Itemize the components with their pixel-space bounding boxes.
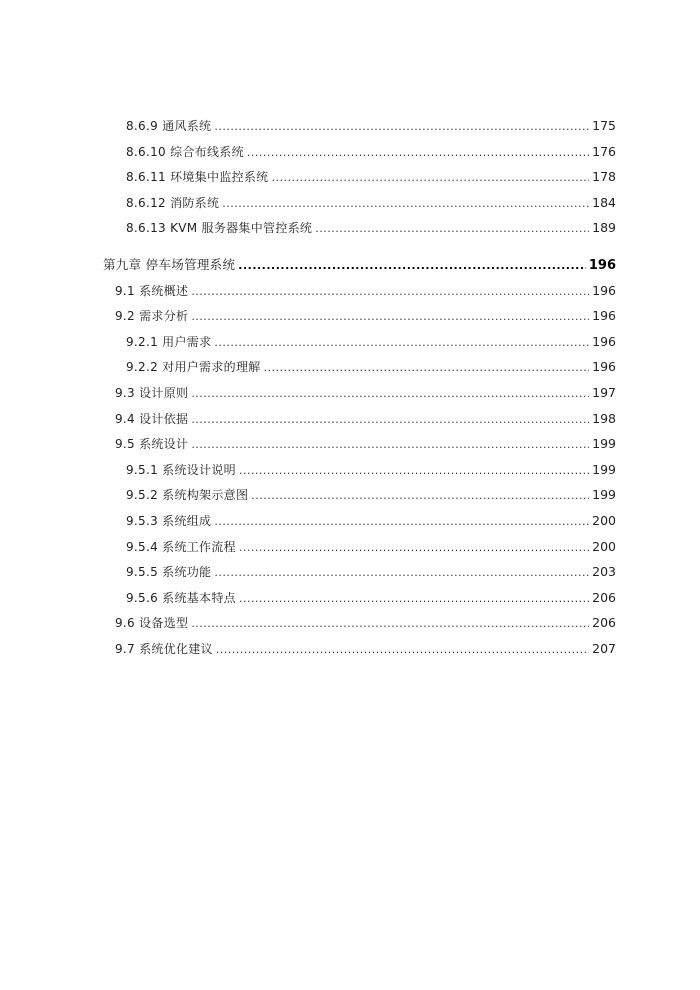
toc-leader-dots xyxy=(315,218,589,240)
toc-page-number: 199 xyxy=(592,461,616,477)
toc-page-number: 176 xyxy=(592,143,616,159)
toc-leader-dots xyxy=(239,588,589,610)
toc-entry[interactable] xyxy=(115,280,616,302)
toc-page-number: 199 xyxy=(592,487,616,503)
toc-entry[interactable] xyxy=(126,217,616,239)
toc-leader-dots xyxy=(264,357,590,379)
toc-entry-label: 9.6 设备选型 xyxy=(115,616,189,631)
toc-entry-label: 9.2.1 用户需求 xyxy=(126,334,212,349)
toc-entry[interactable] xyxy=(115,612,616,634)
toc-chapter-label: 第九章 停车场管理系统 xyxy=(103,257,236,272)
toc-entry-label: 9.4 设计依据 xyxy=(115,411,189,426)
toc-leader-dots xyxy=(214,116,589,138)
toc-leader-dots xyxy=(222,193,589,215)
toc-entry-label: 9.5.1 系统设计说明 xyxy=(126,462,236,477)
toc-entry[interactable] xyxy=(115,433,616,455)
toc-page-number: 207 xyxy=(592,641,616,656)
toc-entry[interactable] xyxy=(126,587,616,609)
toc-leader-dots xyxy=(239,460,589,482)
toc-entry[interactable] xyxy=(126,536,616,558)
toc-leader-dots xyxy=(216,639,589,661)
toc-entry-label: 9.2.2 对用户需求的理解 xyxy=(126,360,261,375)
toc-entry[interactable] xyxy=(115,305,616,327)
toc-entry[interactable] xyxy=(126,166,616,188)
toc-entry-label: 8.6.9 通风系统 xyxy=(126,119,212,133)
toc-page-number: 189 xyxy=(592,220,616,236)
toc-entry-label: 8.6.13 KVM 服务器集中管控系统 xyxy=(126,221,313,236)
toc-leader-dots xyxy=(191,409,589,431)
toc-leader-dots xyxy=(191,306,589,328)
toc-entry[interactable] xyxy=(115,408,616,430)
toc-entry[interactable] xyxy=(126,484,616,506)
toc-entry[interactable] xyxy=(126,459,616,481)
toc-entry[interactable] xyxy=(126,510,616,532)
toc-entry-label: 9.5.3 系统组成 xyxy=(126,514,212,528)
toc-page-number: 200 xyxy=(592,513,616,528)
toc-entry[interactable] xyxy=(115,638,616,660)
toc-leader-dots xyxy=(247,142,589,164)
toc-page-number: 178 xyxy=(592,169,616,185)
toc-page-number: 196 xyxy=(588,258,616,273)
toc-leader-dots xyxy=(191,281,589,303)
toc-entry[interactable] xyxy=(126,331,616,353)
toc-entry[interactable] xyxy=(126,141,616,163)
toc-entry-label: 9.5.5 系统功能 xyxy=(126,565,212,580)
toc-chapter-entry[interactable] xyxy=(103,254,616,276)
toc-page-number: 175 xyxy=(592,118,616,133)
toc-entry-label: 8.6.11 环境集中监控系统 xyxy=(126,170,269,185)
toc-page-number: 199 xyxy=(592,436,616,452)
toc-entry[interactable] xyxy=(126,192,616,214)
toc-entry[interactable] xyxy=(126,356,616,378)
toc-page-number: 184 xyxy=(592,194,616,210)
toc-leader-dots xyxy=(191,613,589,635)
toc-entry-label: 9.5.6 系统基本特点 xyxy=(126,590,236,605)
toc-leader-dots xyxy=(239,537,589,559)
toc-entry-label: 8.6.12 消防系统 xyxy=(126,195,220,210)
toc-entry[interactable] xyxy=(126,115,616,137)
toc-leader-dots xyxy=(214,511,589,533)
toc-entry-label: 9.5 系统设计 xyxy=(115,437,189,452)
toc-leader-dots xyxy=(251,485,589,507)
toc-leader-dots xyxy=(191,434,589,456)
toc-entry-label: 9.3 设计原则 xyxy=(115,386,189,400)
toc-leader-dots xyxy=(214,562,589,584)
toc-page-number: 198 xyxy=(592,410,616,426)
toc-page-number: 206 xyxy=(592,589,616,605)
toc-page-number: 196 xyxy=(592,308,616,324)
toc-leader-dots xyxy=(214,332,589,354)
toc-page-number: 196 xyxy=(592,359,616,375)
toc-entry-label: 9.2 需求分析 xyxy=(115,309,189,324)
toc-entry-label: 8.6.10 综合布线系统 xyxy=(126,144,244,159)
toc-entry[interactable] xyxy=(126,561,616,583)
toc-page-number: 203 xyxy=(592,564,616,580)
toc-page-number: 196 xyxy=(592,333,616,349)
toc-page-number: 206 xyxy=(592,615,616,631)
toc-entry-label: 9.5.2 系统构架示意图 xyxy=(126,488,249,503)
toc-page-number: 197 xyxy=(592,385,616,400)
toc-entry-label: 9.7 系统优化建议 xyxy=(115,642,213,656)
toc-entry-label: 9.1 系统概述 xyxy=(115,283,189,298)
toc-leader-dots xyxy=(191,383,589,405)
toc-leader-dots xyxy=(271,167,589,189)
toc-leader-dots xyxy=(238,255,586,277)
toc-entry-label: 9.5.4 系统工作流程 xyxy=(126,539,236,554)
toc-page-number: 200 xyxy=(592,538,616,554)
toc-page-number: 196 xyxy=(592,282,616,298)
toc-entry[interactable] xyxy=(115,382,616,404)
